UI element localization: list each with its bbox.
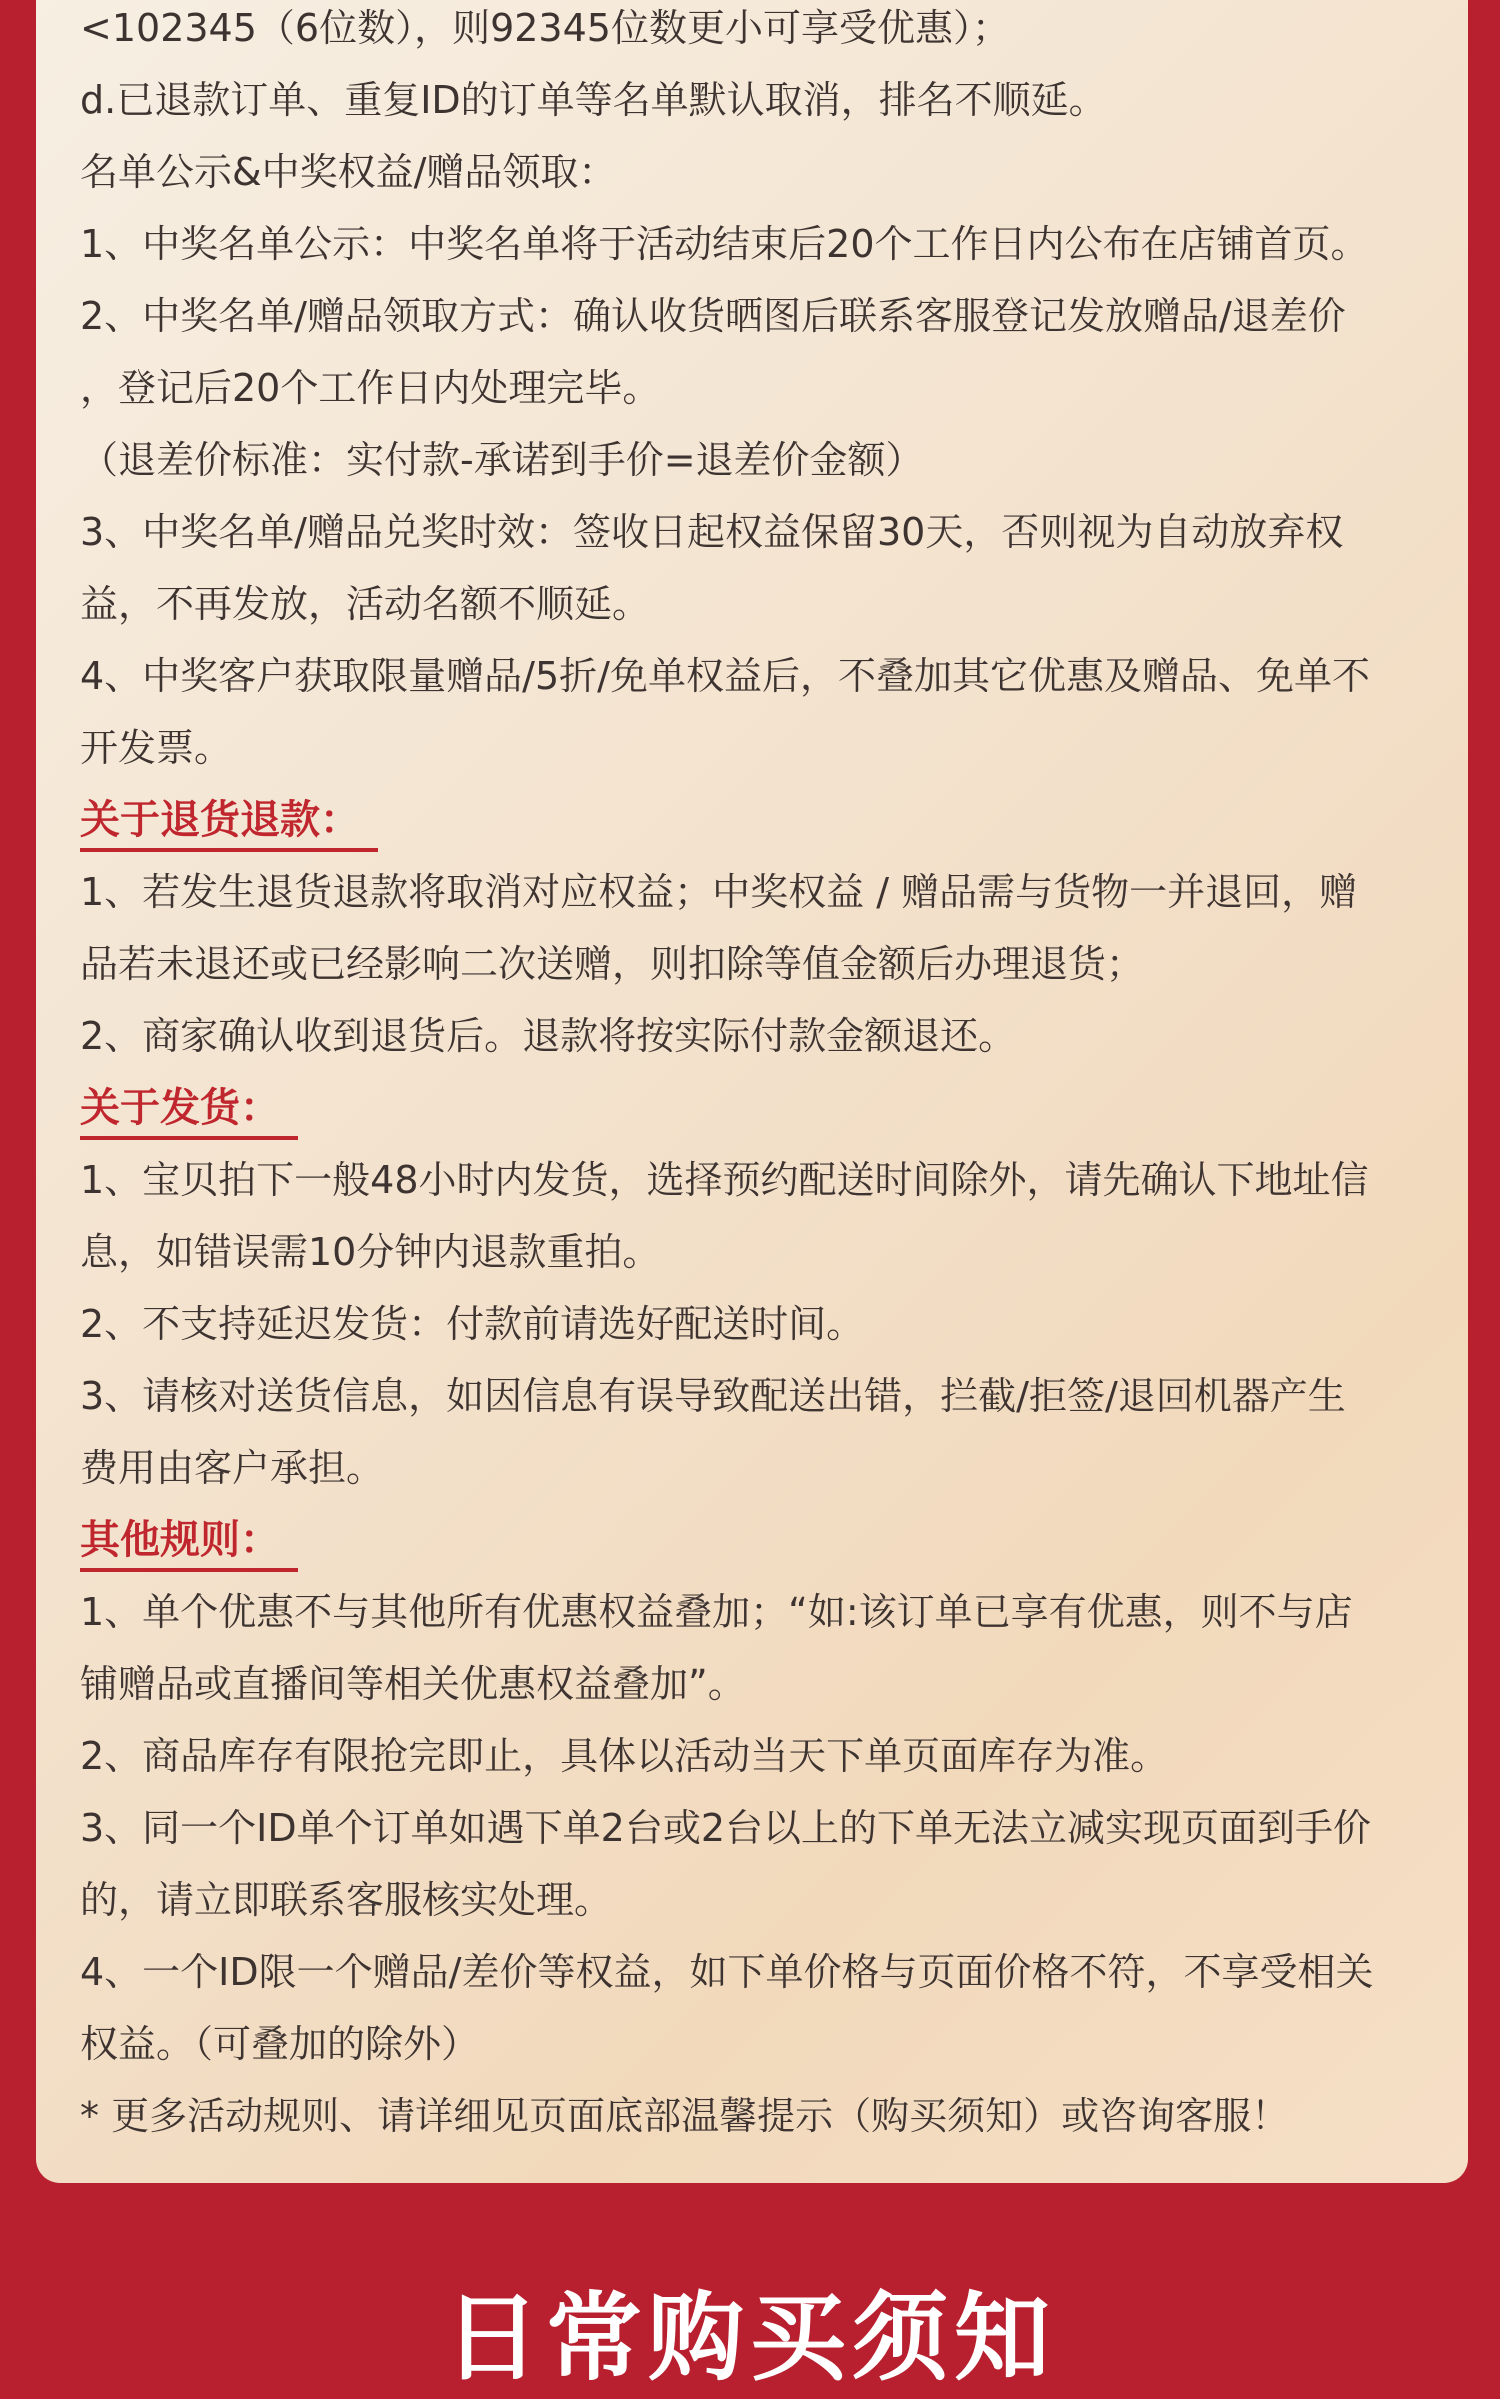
rule-line: 的，请立即联系客服核实处理。 — [80, 1878, 613, 1922]
rule-line: 品若未退还或已经影响二次送赠，则扣除等值金额后办理退货； — [80, 942, 1145, 986]
rule-line: 1、宝贝拍下一般48小时内发货，选择预约配送时间除外，请先确认下地址信 — [80, 1158, 1369, 1202]
rule-line: 1、单个优惠不与其他所有优惠权益叠加；“如:该订单已享有优惠，则不与店 — [80, 1590, 1353, 1634]
rule-line: 1、若发生退货退款将取消对应权益；中奖权益 / 赠品需与货物一并退回，赠 — [80, 870, 1358, 914]
rule-line: ，登记后20个工作日内处理完毕。 — [80, 366, 661, 410]
rule-line: （退差价标准：实付款-承诺到手价=退差价金额） — [80, 438, 924, 482]
rule-line: 息，如错误需10分钟内退款重拍。 — [80, 1230, 661, 1274]
rule-line: d.已退款订单、重复ID的订单等名单默认取消，排名不顺延。 — [80, 78, 1107, 122]
rule-line: 2、商品库存有限抢完即止，具体以活动当天下单页面库存为准。 — [80, 1734, 1169, 1778]
rule-line: <102345（6位数），则92345位数更小可享受优惠）； — [80, 6, 1010, 50]
footer-heading: 日常购买须知 — [444, 2282, 1056, 2394]
section-title-shipping — [80, 1072, 1450, 1144]
rule-line: 开发票。 — [80, 726, 233, 770]
section-title-refund — [80, 784, 1450, 856]
section-title-refund-text: 关于退货退款： — [80, 792, 378, 852]
rule-line: 费用由客户承担。 — [80, 1446, 385, 1490]
rule-line: 3、中奖名单/赠品兑奖时效：签收日起权益保留30天，否则视为自动放弃权 — [80, 510, 1344, 554]
rule-line: 权益。（可叠加的除外） — [80, 2022, 480, 2066]
section-title-shipping-text: 关于发货： — [80, 1080, 298, 1140]
rule-line: 3、同一个ID单个订单如遇下单2台或2台以上的下单无法立减实现页面到手价 — [80, 1806, 1372, 1850]
rule-line: 1、中奖名单公示：中奖名单将于活动结束后20个工作日内公布在店铺首页。 — [80, 222, 1369, 266]
rule-line: 4、中奖客户获取限量赠品/5折/免单权益后，不叠加其它优惠及赠品、免单不 — [80, 654, 1370, 698]
rules-card — [36, 0, 1468, 2183]
rule-line: 2、不支持延迟发货：付款前请选好配送时间。 — [80, 1302, 865, 1346]
section-title-other-text: 其他规则： — [80, 1512, 298, 1572]
rule-line: 益，不再发放，活动名额不顺延。 — [80, 582, 651, 626]
rule-line: 3、请核对送货信息，如因信息有误导致配送出错，拦截/拒签/退回机器产生 — [80, 1374, 1346, 1418]
rules-content — [80, 0, 1450, 2152]
rule-line: 2、商家确认收到退货后。退款将按实际付款金额退还。 — [80, 1014, 1017, 1058]
section-title-other — [80, 1504, 1450, 1576]
rule-line: 2、中奖名单/赠品领取方式：确认收货晒图后联系客服登记发放赠品/退差价 — [80, 294, 1346, 338]
rule-line: 铺赠品或直播间等相关优惠权益叠加”。 — [80, 1662, 746, 1706]
rule-line: 名单公示&中奖权益/赠品领取： — [80, 150, 617, 194]
rule-line: 4、一个ID限一个赠品/差价等权益，如下单价格与页面价格不符，不享受相关 — [80, 1950, 1374, 1994]
rule-line: * 更多活动规则、请详细见页面底部温馨提示（购买须知）或咨询客服！ — [80, 2094, 1290, 2138]
